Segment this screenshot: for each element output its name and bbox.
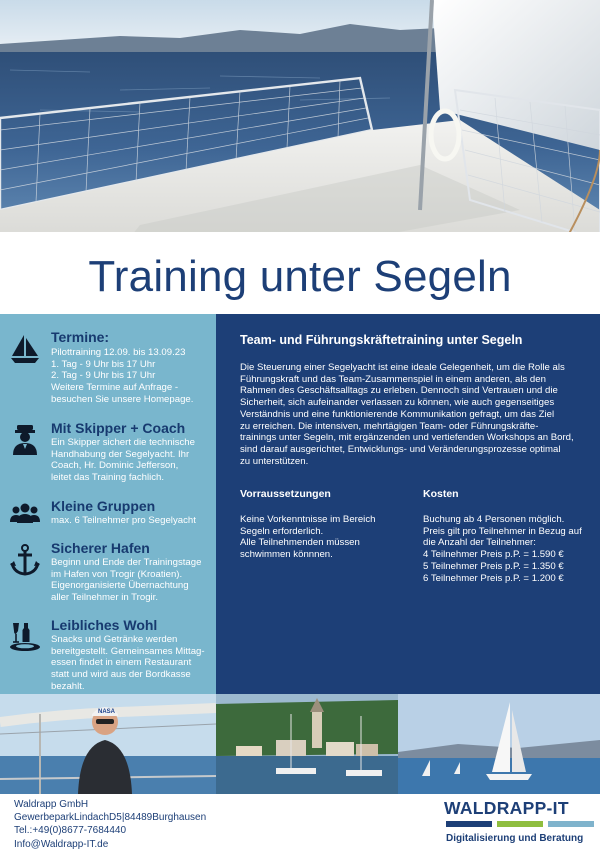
hero-photo-sailboat-deck — [0, 0, 600, 250]
skipper-icon — [8, 422, 42, 456]
costs-text: Buchung ab 4 Personen möglich. Preis gilt pro Teilnehmer in Bezug auf die Anzahl der Teilnehmer: 4 Teilnehmer Preis p.P. = 1.590 € 5 Teilnehmer Preis p.P. = 1.350 € 6 Teilnehmer Preis p.P. = 1.200 € — [423, 514, 582, 584]
info-sidebar — [0, 314, 216, 694]
group-icon — [8, 498, 42, 532]
logo-color-bars — [446, 821, 594, 829]
requirements-heading: Vorraussetzungen — [240, 488, 331, 500]
section-text-harbor: Beginn und Ende der Trainingstage im Hafen von Trogir (Kroatien). Eigenorganisierte Übernachtung aller Teilnehmer in Trogir. — [51, 557, 202, 604]
section-title-harbor: Sicherer Hafen — [51, 540, 150, 556]
cap-logo-text: NASA — [98, 709, 116, 715]
photo-sailing-yachts — [398, 694, 600, 794]
section-text-dates: Pilottraining 12.09. bis 13.09.23 1. Tag - 9 Uhr bis 17 Uhr 2. Tag - 9 Uhr bis 17 Uhr Weitere Termine auf Anfrage - besuchen Sie unsere Homepage. — [51, 347, 194, 405]
section-text-skipper: Ein Skipper sichert die technische Handhabung der Segelyacht. Ihr Coach, Hr. Dominic Jefferson, leitet das Training fachlich. — [51, 437, 195, 484]
costs-heading: Kosten — [423, 488, 459, 500]
section-text-groups: max. 6 Teilnehmer pro Segelyacht — [51, 515, 196, 526]
anchor-icon — [8, 543, 42, 577]
section-title-skipper: Mit Skipper + Coach — [51, 420, 186, 436]
panel-heading: Team- und Führungskräftetraining unter Segeln — [240, 333, 523, 347]
company-logo-name: WALDRAPP-IT — [444, 798, 569, 818]
section-title-groups: Kleine Gruppen — [51, 498, 156, 514]
photo-coach-on-yacht — [0, 694, 216, 794]
photo-harbor-town — [216, 694, 398, 794]
requirements-text: Keine Vorkenntnisse im Bereich Segeln erforderlich. Alle Teilnehmenden müssen schwimmen könnnen. — [240, 514, 376, 561]
company-logo-tagline: Digitalisierung und Beratung — [446, 833, 584, 844]
page-title: Training unter Segeln — [88, 252, 512, 301]
panel-description: Die Steuerung einer Segelyacht ist eine ideale Gelegenheit, um die Rolle als Führungskraft und das Team-Zusammenspiel in einem anderen, als den Rahmen des Geschäftsalltags zu erleben. Dennoch sind Vertrauen und die Sicherheit, sich aufeinander verlassen zu können, wie auch gegenseitiges Verständnis und eine funktionierende Kommunikation gefragt, um das Ziel zu erreichen. Die intensiven, mehrtägigen Team- oder Führungskräfte- trainings unter Segeln, mit ergänzenden und vertiefenden Workshops an Bord, sind darauf ausgerichtet, Entwicklungs- und Veränderungsprozesse optimal zu unterstützen. — [240, 362, 574, 467]
sailboat-icon — [8, 332, 42, 366]
section-title-catering: Leibliches Wohl — [51, 617, 158, 633]
company-address: Waldrapp GmbH GewerbeparkLindachD5|84489Burghausen Tel.:+49(0)8677-7684440 Info@Waldrapp-IT.de — [14, 799, 207, 850]
section-title-dates: Termine: — [51, 329, 110, 345]
dining-icon — [8, 619, 42, 653]
section-text-catering: Snacks und Getränke werden bereitgestellt. Gemeinsames Mittag- essen findet in einem Restaurant statt und wird aus der Bordkasse bezahlt. — [51, 634, 205, 692]
